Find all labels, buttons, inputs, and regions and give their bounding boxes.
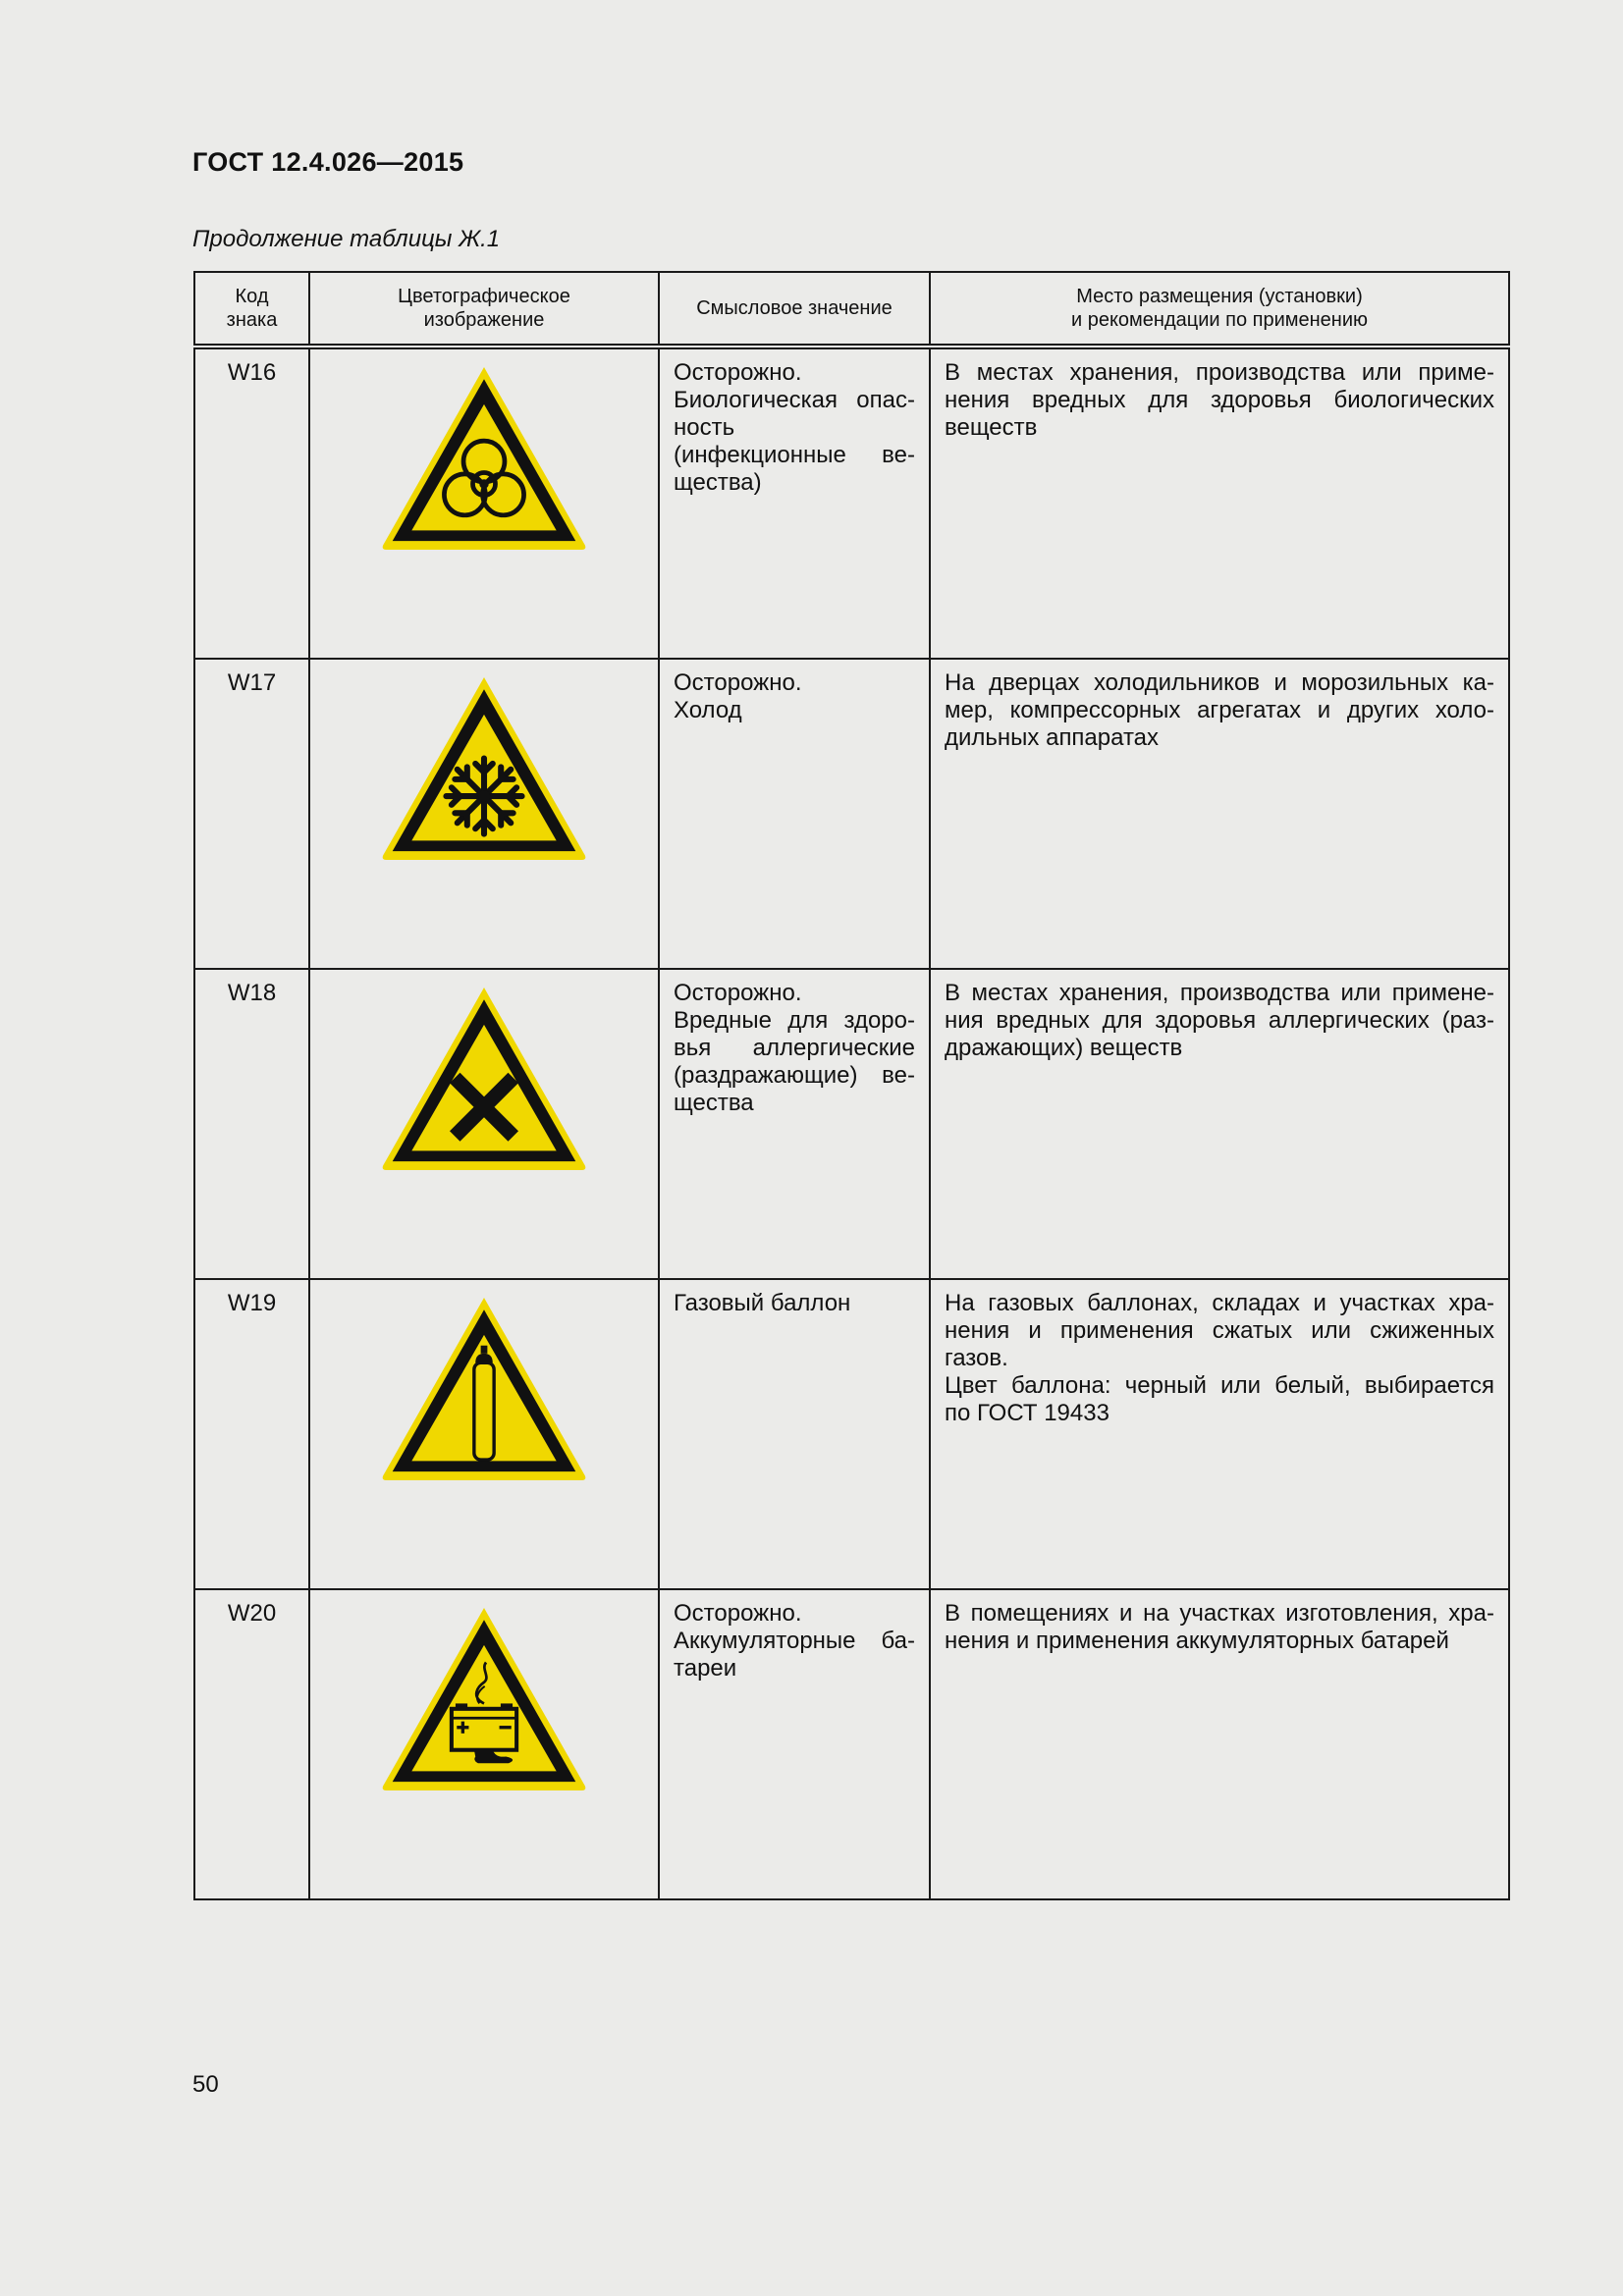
header-line: знака: [226, 309, 278, 331]
meaning-line: Газовый баллон: [674, 1290, 851, 1316]
placement-line: Цвет баллона: черный или белый, выбирается: [945, 1372, 1494, 1399]
column-header-code: [194, 272, 309, 347]
placement-line: нения вредных для здоровья биологических: [945, 387, 1494, 413]
sign-code: W19: [194, 1279, 309, 1589]
column-header-image: [309, 272, 659, 347]
sign-image-cell: [309, 1279, 659, 1589]
sign-placement: [930, 1279, 1509, 1589]
meaning-line: тареи: [674, 1655, 737, 1682]
placement-line: дражающих) веществ: [945, 1035, 1183, 1061]
meaning-line: Вредные для здоро-: [674, 1007, 915, 1034]
header-line: и рекомендации по применению: [1070, 309, 1369, 331]
sign-meaning: [659, 969, 930, 1279]
table-row: [194, 347, 1509, 659]
header-line: Код: [235, 286, 269, 307]
placement-line: дильных аппаратах: [945, 724, 1160, 751]
snowflake-icon: [380, 673, 588, 862]
placement-line: В местах хранения, производства или приме-: [945, 359, 1494, 386]
table-row: [194, 1279, 1509, 1589]
meaning-line: щества: [674, 1090, 754, 1116]
gas-cylinder-icon: [380, 1294, 588, 1482]
table-caption: Продолжение таблицы Ж.1: [192, 226, 501, 252]
placement-line: В помещениях и на участках изготовления, хра-: [945, 1600, 1494, 1627]
table-row: [194, 1589, 1509, 1899]
meaning-line: Холод: [674, 697, 742, 723]
header-line: Смысловое значение: [696, 297, 893, 319]
page-number: 50: [192, 2071, 219, 2098]
meaning-line: щества): [674, 469, 762, 496]
sign-code: W17: [194, 659, 309, 969]
table-row: [194, 969, 1509, 1279]
signs-table: [193, 271, 1510, 1900]
placement-line: нения и применения аккумуляторных батарей: [945, 1628, 1449, 1654]
sign-meaning: [659, 1279, 930, 1589]
meaning-line: вья аллергические: [674, 1035, 915, 1061]
placement-line: веществ: [945, 414, 1038, 441]
sign-image-cell: [309, 659, 659, 969]
meaning-line: Осторожно.: [674, 1600, 802, 1627]
placement-line: мер, компрессорных агрегатах и других холо-: [945, 697, 1494, 723]
placement-line: по ГОСТ 19433: [945, 1400, 1109, 1426]
placement-line: газов.: [945, 1345, 1008, 1371]
sign-meaning: [659, 1589, 930, 1899]
sign-code: W20: [194, 1589, 309, 1899]
header-line: Цветографическое: [398, 286, 570, 307]
placement-line: На газовых баллонах, складах и участках хра-: [945, 1290, 1494, 1316]
meaning-line: Осторожно.: [674, 669, 802, 696]
meaning-line: ность: [674, 414, 735, 441]
sign-placement: [930, 659, 1509, 969]
placement-line: ния вредных для здоровья аллергических (раз-: [945, 1007, 1494, 1034]
x-cross-icon: [380, 984, 588, 1172]
document-header: ГОСТ 12.4.026—2015: [192, 147, 464, 177]
table-header-row: [194, 272, 1509, 347]
sign-placement: [930, 347, 1509, 659]
sign-placement: [930, 969, 1509, 1279]
column-header-placement: [930, 272, 1509, 347]
sign-image-cell: [309, 347, 659, 659]
meaning-line: Биологическая опас-: [674, 387, 915, 413]
sign-code: W16: [194, 347, 309, 659]
meaning-line: Осторожно.: [674, 359, 802, 386]
column-header-meaning: [659, 272, 930, 347]
header-line: Место размещения (установки): [1076, 286, 1363, 307]
biohazard-icon: [380, 363, 588, 552]
meaning-line: (раздражающие) ве-: [674, 1062, 915, 1089]
sign-meaning: [659, 659, 930, 969]
sign-placement: [930, 1589, 1509, 1899]
table-row: [194, 659, 1509, 969]
sign-code: W18: [194, 969, 309, 1279]
sign-image-cell: [309, 1589, 659, 1899]
sign-meaning: [659, 347, 930, 659]
meaning-line: (инфекционные ве-: [674, 442, 915, 468]
placement-line: нения и применения сжатых или сжиженных: [945, 1317, 1494, 1344]
meaning-line: Осторожно.: [674, 980, 802, 1006]
sign-image-cell: [309, 969, 659, 1279]
placement-line: В местах хранения, производства или примене-: [945, 980, 1494, 1006]
meaning-line: Аккумуляторные ба-: [674, 1628, 915, 1654]
battery-icon: [380, 1604, 588, 1792]
header-line: изображение: [423, 309, 545, 331]
placement-line: На дверцах холодильников и морозильных ка-: [945, 669, 1494, 696]
